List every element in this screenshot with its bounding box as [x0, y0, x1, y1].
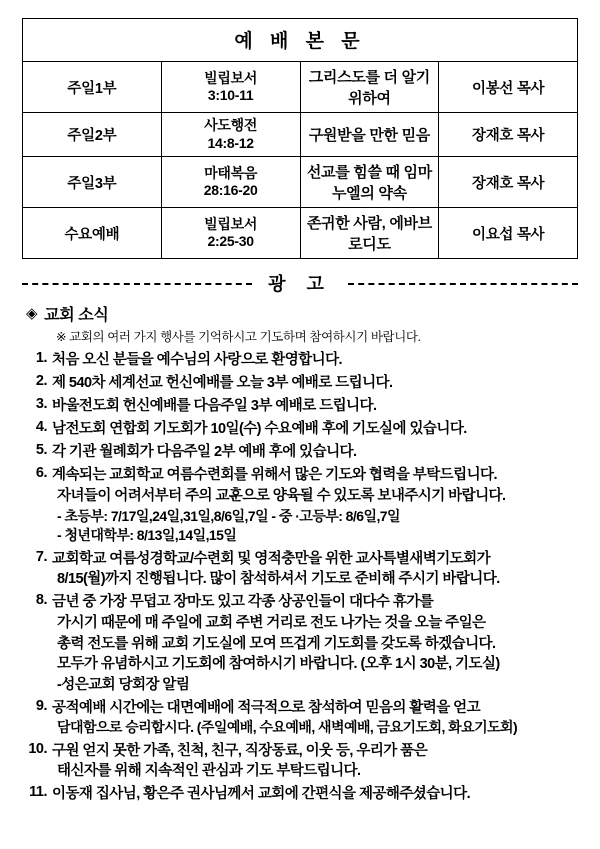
item-line: 각 기관 월례회가 다음주일 2부 예배 후에 있습니다.	[52, 444, 357, 461]
item-line: 남전도회 연합회 기도회가 10일(수) 수요예배 후에 기도실에 있습니다.	[52, 421, 467, 438]
table-row	[23, 208, 578, 259]
section-title: 교회 소식	[44, 307, 109, 324]
item-number: 4.	[35, 419, 47, 436]
divider-left	[22, 283, 252, 285]
service-name: 주일3부	[23, 157, 162, 208]
service-name: 주일2부	[23, 113, 162, 157]
item-body	[52, 784, 578, 805]
item-line: 담대함으로 승리합시다. (주일예배, 수요예배, 새벽예배, 금요기도회, 화요기도회)	[57, 719, 518, 736]
divider-right	[348, 283, 578, 285]
speaker-name: 이요섭 목사	[439, 208, 578, 259]
list-item	[22, 698, 578, 738]
scripture-book: 빌립보서	[204, 215, 258, 232]
item-line: 태신자를 위해 지속적인 관심과 기도 부탁드립니다.	[57, 763, 361, 780]
scripture-verse: 14:8-12	[207, 134, 254, 151]
item-line: 자녀들이 어려서부터 주의 교훈으로 양육될 수 있도록 보내주시기 바랍니다.	[57, 487, 506, 504]
item-line: 가시기 때문에 매 주일에 교회 주변 거리로 전도 나가는 것을 오늘 주일은	[57, 615, 486, 632]
speaker-name: 이봉선 목사	[439, 62, 578, 113]
sermon-topic: 존귀한 사람, 에바브로디도	[300, 208, 439, 259]
item-line: 처음 오신 분들을 예수님의 사랑으로 환영합니다.	[52, 352, 343, 368]
scripture-book: 빌립보서	[204, 69, 258, 86]
item-body	[52, 465, 578, 546]
sermon-topic: 구원받을 만한 믿음	[300, 113, 439, 157]
list-item	[22, 350, 578, 371]
list-item	[22, 396, 578, 417]
scripture-reference	[161, 62, 300, 113]
item-body	[52, 698, 578, 738]
item-number: 8.	[35, 592, 47, 609]
table-row	[23, 62, 578, 113]
item-body	[52, 549, 578, 590]
worship-table-title: 예 배 본 문	[23, 19, 578, 62]
scripture-verse: 28:16-20	[203, 182, 258, 198]
item-line: - 초등부: 7/17일,24일,31일,8/6일,7일 - 중 ·고등부: 8/6일,7일	[57, 507, 401, 524]
announcement-header	[22, 270, 578, 296]
item-number: 9.	[35, 697, 47, 714]
item-number: 3.	[35, 396, 47, 413]
scripture-reference	[161, 113, 300, 157]
announcement-list	[22, 350, 578, 805]
item-line: -성은교회 당회장 알림	[57, 676, 190, 693]
scripture-verse: 2:25-30	[207, 233, 254, 249]
table-row	[23, 157, 578, 208]
item-line: 이동재 집사님, 황은주 권사님께서 교회에 간편식을 제공해주셨습니다.	[52, 786, 471, 803]
service-name: 수요예배	[23, 208, 162, 259]
table-title-row	[23, 19, 578, 62]
item-line: 금년 중 가장 무덥고 장마도 있고 각종 상공인들이 대다수 휴가를	[52, 594, 434, 611]
list-item	[22, 465, 578, 546]
item-number: 7.	[35, 548, 47, 565]
sermon-topic: 선교를 힘쓸 때 임마누엘의 약속	[300, 157, 439, 208]
sermon-topic: 그리스도를 더 알기 위하여	[300, 62, 439, 113]
item-line: 제 540차 세계선교 헌신예배를 오늘 3부 예배로 드립니다.	[52, 375, 393, 392]
list-item	[22, 784, 578, 805]
item-line: 교회학교 여름성경학교/수련회 및 영적충만을 위한 교사특별새벽기도회가	[52, 550, 491, 567]
church-news-heading	[26, 302, 578, 325]
item-number: 1.	[35, 350, 47, 366]
item-line: 총력 전도를 위해 교회 기도실에 모여 뜨겁게 기도회를 갖도록 하겠습니다.	[57, 635, 496, 652]
item-body	[52, 350, 578, 371]
service-name: 주일1부	[23, 62, 162, 113]
scripture-book: 사도행전	[204, 117, 258, 133]
list-item	[22, 419, 578, 440]
item-body	[52, 396, 578, 417]
item-line: 모두가 유념하시고 기도회에 참여하시기 바랍니다. (오후 1시 30분, 기도실)	[57, 656, 500, 673]
list-item	[22, 741, 578, 782]
item-number: 10.	[28, 740, 47, 757]
list-item	[22, 373, 578, 394]
scripture-book: 마태복음	[204, 164, 258, 181]
item-line: 8/15(월)까지 진행됩니다. 많이 참석하셔서 기도로 준비해 주시기 바랍니다.	[57, 571, 500, 588]
item-line: - 청년대학부: 8/13일,14일,15일	[57, 527, 237, 544]
speaker-name: 장재호 목사	[439, 113, 578, 157]
item-number: 6.	[35, 465, 47, 482]
worship-scripture-table	[22, 18, 578, 259]
speaker-name: 장재호 목사	[439, 157, 578, 208]
item-line: 바울전도회 헌신예배를 다음주일 3부 예배로 드립니다.	[52, 398, 377, 415]
list-item	[22, 442, 578, 463]
item-body	[52, 741, 578, 782]
scripture-verse: 3:10-11	[207, 87, 254, 103]
item-line: 계속되는 교회학교 여름수련회를 위해서 많은 기도와 협력을 부탁드립니다.	[52, 467, 497, 484]
scripture-reference	[161, 208, 300, 259]
list-item	[22, 592, 578, 695]
item-body	[52, 592, 578, 695]
item-line: 공적예배 시간에는 대면예배에 적극적으로 참석하여 믿음의 활력을 얻고	[52, 699, 481, 716]
announcement-note: ※ 교회의 여러 가지 행사를 기억하시고 기도하며 참여하시기 바랍니다.	[56, 330, 421, 344]
item-body	[52, 442, 578, 463]
item-number: 2.	[35, 373, 47, 390]
diamond-icon: ◈	[26, 305, 38, 322]
item-body	[52, 373, 578, 394]
item-body	[52, 419, 578, 440]
table-row	[23, 113, 578, 157]
announcement-title: 광 고	[268, 274, 332, 294]
item-line: 구원 얻지 못한 가족, 친척, 친구, 직장동료, 이웃 등, 우리가 품은	[52, 742, 428, 759]
item-number: 5.	[35, 442, 47, 459]
item-number: 11.	[29, 784, 47, 801]
scripture-reference	[161, 157, 300, 208]
list-item	[22, 549, 578, 590]
